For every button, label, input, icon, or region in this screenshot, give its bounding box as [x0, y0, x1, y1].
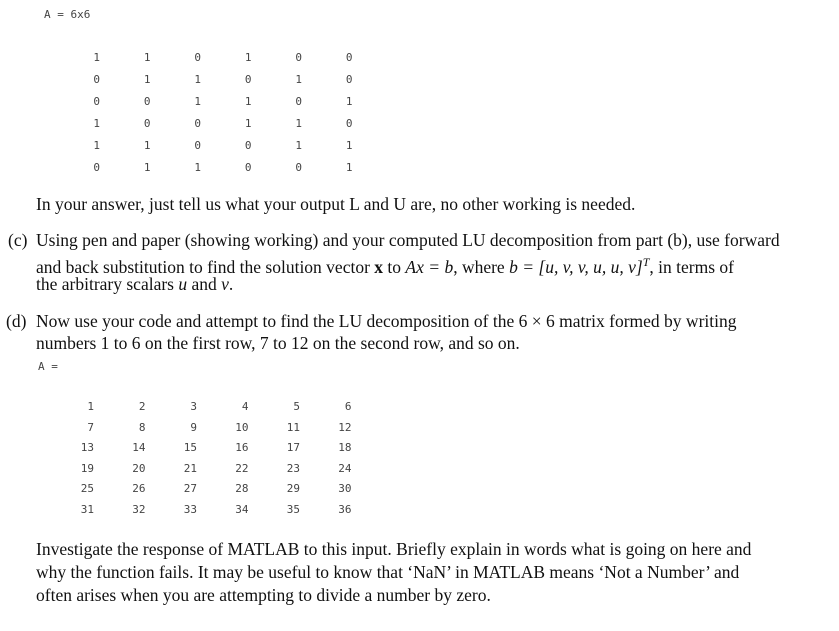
- matrix-cell: 1: [345, 139, 353, 152]
- part-c-text: and back substitution to find the solution vector: [36, 256, 375, 277]
- matrix-cell: 13: [80, 441, 94, 454]
- equation-ax-b: Ax = b: [405, 256, 454, 277]
- matrix-cell: 35: [286, 502, 300, 516]
- part-c-text: and: [187, 274, 222, 294]
- part-c-line-3: [36, 273, 796, 296]
- part-c-text: the arbitrary scalars: [36, 274, 179, 294]
- closing-line-3: often arises when you are attempting to divide a number by zero.: [36, 585, 491, 605]
- matrix-cell: 0: [194, 117, 201, 130]
- matrix-cell: 0: [345, 51, 353, 64]
- matrix-cell: 0: [194, 139, 201, 152]
- matrix-cell: 1: [345, 161, 353, 174]
- matrix-cell: 36: [338, 502, 352, 516]
- matrix-cell: 1: [244, 51, 252, 64]
- matrix-cell: 0: [93, 161, 100, 174]
- matrix-cell: 15: [183, 441, 197, 454]
- matrix-cell: 27: [183, 482, 197, 495]
- matrix-cell: 1: [194, 95, 201, 108]
- matrix-cell: 1: [244, 95, 252, 108]
- intro-text: In your answer, just tell us what your output L and U are, no other working is needed.: [36, 194, 636, 214]
- matrix-cell: 17: [286, 441, 300, 454]
- scalar-v: v: [221, 274, 229, 294]
- matrix-cell: 1: [143, 73, 151, 86]
- part-c-text: , where: [453, 256, 510, 277]
- matrix-cell: 1: [295, 139, 302, 152]
- matrix-cell: 20: [132, 461, 146, 475]
- matrix-b-label: A =: [38, 360, 58, 373]
- matrix-cell: 2: [138, 400, 146, 413]
- matrix-cell: 14: [132, 441, 146, 454]
- part-d-line-2: numbers 1 to 6 on the first row, 7 to 12 on the second row, and so on.: [36, 333, 520, 353]
- matrix-cell: 0: [295, 51, 302, 64]
- part-c-text: , in terms of: [649, 256, 734, 277]
- matrix-cell: 31: [80, 502, 94, 516]
- matrix-cell: 6: [344, 400, 352, 413]
- part-c-text: to: [383, 256, 406, 277]
- closing-line-1: Investigate the response of MATLAB to this input. Briefly explain in words what is going on here and: [36, 539, 752, 559]
- matrix-cell: 0: [345, 117, 353, 130]
- matrix-cell: 3: [190, 400, 197, 413]
- matrix-cell: 0: [295, 161, 302, 174]
- matrix-cell: 0: [244, 161, 252, 174]
- matrix-cell: 1: [87, 400, 94, 413]
- part-c-text: .: [228, 274, 234, 294]
- part-c-label: (c): [8, 230, 28, 250]
- part-c-line-1: Using pen and paper (showing working) and your computed LU decomposition from part (b), use forward: [36, 230, 780, 250]
- matrix-cell: 0: [295, 95, 302, 108]
- matrix-cell: 22: [235, 461, 249, 475]
- matrix-cell: 1: [295, 73, 302, 86]
- scalar-u: u: [178, 274, 188, 294]
- matrix-cell: 0: [143, 117, 151, 130]
- matrix-cell: 9: [190, 420, 197, 434]
- matrix-cell: 29: [286, 482, 300, 495]
- matrix-cell: 23: [286, 461, 300, 475]
- matrix-cell: 12: [338, 420, 352, 434]
- part-d-line-1: Now use your code and attempt to find the LU decomposition of the 6 × 6 matrix formed by writing: [36, 311, 737, 331]
- matrix-cell: 25: [80, 482, 94, 495]
- matrix-cell: 0: [244, 73, 252, 86]
- matrix-cell: 1: [194, 73, 201, 86]
- matrix-cell: 0: [93, 73, 100, 86]
- matrix-cell: 5: [293, 400, 300, 413]
- matrix-cell: 1: [244, 117, 252, 130]
- vector-b-definition: b = [u, v, v, u, u, v]: [509, 256, 643, 277]
- matrix-cell: 1: [143, 161, 151, 174]
- vector-x: x: [374, 256, 384, 277]
- matrix-cell: 1: [93, 51, 100, 64]
- matrix-cell: 8: [138, 420, 146, 434]
- matrix-cell: 0: [93, 95, 100, 108]
- matrix-a-label: A = 6x6: [44, 8, 91, 21]
- matrix-cell: 0: [143, 95, 151, 108]
- matrix-cell: 1: [345, 95, 353, 108]
- matrix-cell: 24: [338, 461, 352, 475]
- matrix-cell: 0: [345, 73, 353, 86]
- matrix-cell: 19: [80, 461, 94, 475]
- matrix-cell: 10: [235, 420, 249, 434]
- matrix-cell: 28: [235, 482, 249, 495]
- matrix-cell: 11: [286, 420, 300, 434]
- matrix-cell: 7: [87, 420, 94, 434]
- closing-line-2: why the function fails. It may be useful to know that ‘NaN’ in MATLAB means ‘Not a Number’ and: [36, 562, 740, 582]
- matrix-cell: 30: [338, 482, 352, 495]
- matrix-cell: 0: [244, 139, 252, 152]
- matrix-cell: 1: [143, 51, 151, 64]
- transpose-symbol: T: [642, 255, 650, 269]
- matrix-cell: 0: [194, 51, 201, 64]
- matrix-cell: 34: [235, 502, 249, 516]
- matrix-cell: 33: [183, 502, 197, 516]
- matrix-cell: 18: [338, 441, 352, 454]
- matrix-cell: 1: [143, 139, 151, 152]
- matrix-cell: 32: [132, 502, 146, 516]
- matrix-cell: 26: [132, 482, 146, 495]
- matrix-cell: 1: [93, 139, 100, 152]
- matrix-cell: 21: [183, 461, 197, 475]
- part-d-label: (d): [6, 311, 27, 331]
- matrix-cell: 1: [194, 161, 201, 174]
- matrix-cell: 1: [295, 117, 302, 130]
- matrix-cell: 4: [241, 400, 249, 413]
- matrix-cell: 16: [235, 441, 249, 454]
- matrix-cell: 1: [93, 117, 100, 130]
